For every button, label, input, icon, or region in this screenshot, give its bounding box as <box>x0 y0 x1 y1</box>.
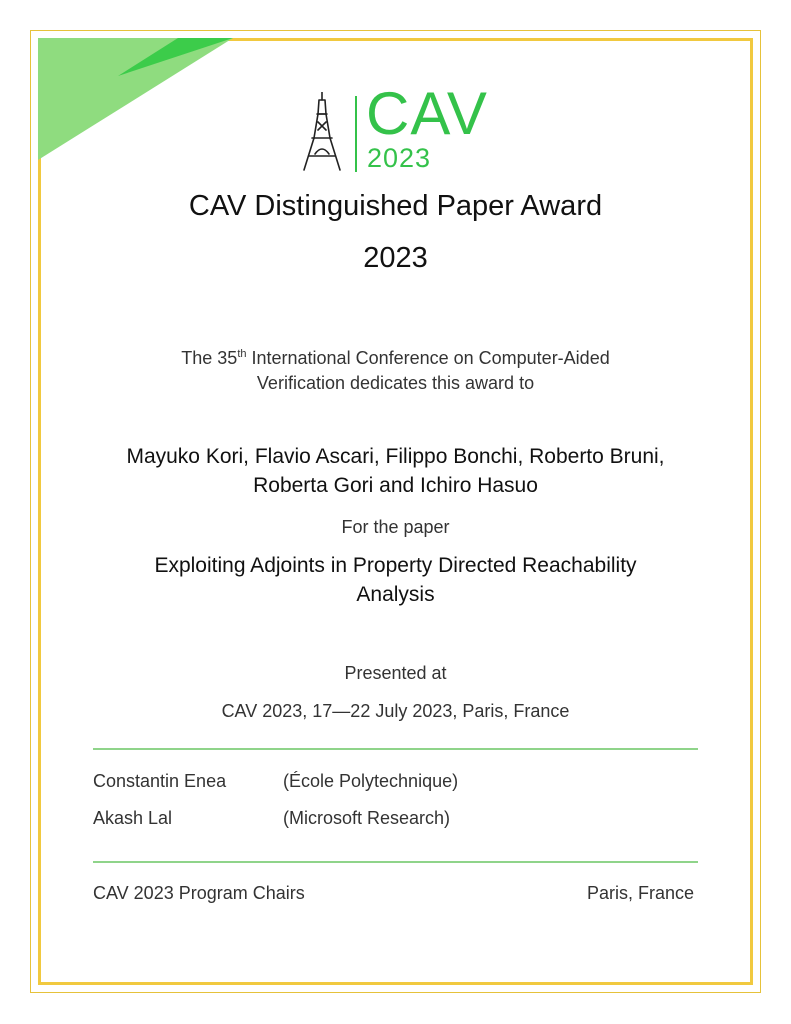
program-chairs-label: CAV 2023 Program Chairs <box>93 883 305 903</box>
for-paper-label: For the paper <box>341 517 450 537</box>
authors-line-1: Mayuko Kori, Flavio Ascari, Filippo Bonchi, Roberto Bruni, <box>126 445 665 468</box>
chair-name: Akash Lal <box>93 808 173 828</box>
dedication-line-1: The 35th International Conference on Computer-Aided <box>181 348 610 368</box>
event-details: CAV 2023, 17—22 July 2023, Paris, France <box>221 701 570 721</box>
logo-year: 2023 <box>367 143 432 173</box>
paper-title-line-2: Analysis <box>356 583 435 606</box>
dedication-text <box>0 342 791 396</box>
presented-label: Presented at <box>344 663 447 683</box>
corner-decoration <box>38 38 238 168</box>
dedication-line-2: Verification dedicates this award to <box>256 373 535 393</box>
award-recipients <box>60 442 731 500</box>
logo-divider <box>355 96 357 172</box>
paper-title <box>80 551 711 609</box>
chair-affiliation: (École Polytechnique) <box>283 771 459 791</box>
paper-title-line-1: Exploiting Adjoints in Property Directed Reachability <box>154 554 637 577</box>
chair-affiliation: (Microsoft Research) <box>283 808 451 828</box>
authors-line-2: Roberta Gori and Ichiro Hasuo <box>253 474 538 497</box>
divider-bottom <box>93 861 698 863</box>
logo-text: CAV <box>366 80 488 147</box>
location-label: Paris, France <box>586 883 694 903</box>
award-title: CAV Distinguished Paper Award <box>188 190 603 222</box>
certificate-inner-border <box>38 38 753 985</box>
award-year: 2023 <box>363 242 428 274</box>
divider-top <box>93 748 698 750</box>
chair-name: Constantin Enea <box>93 771 227 791</box>
